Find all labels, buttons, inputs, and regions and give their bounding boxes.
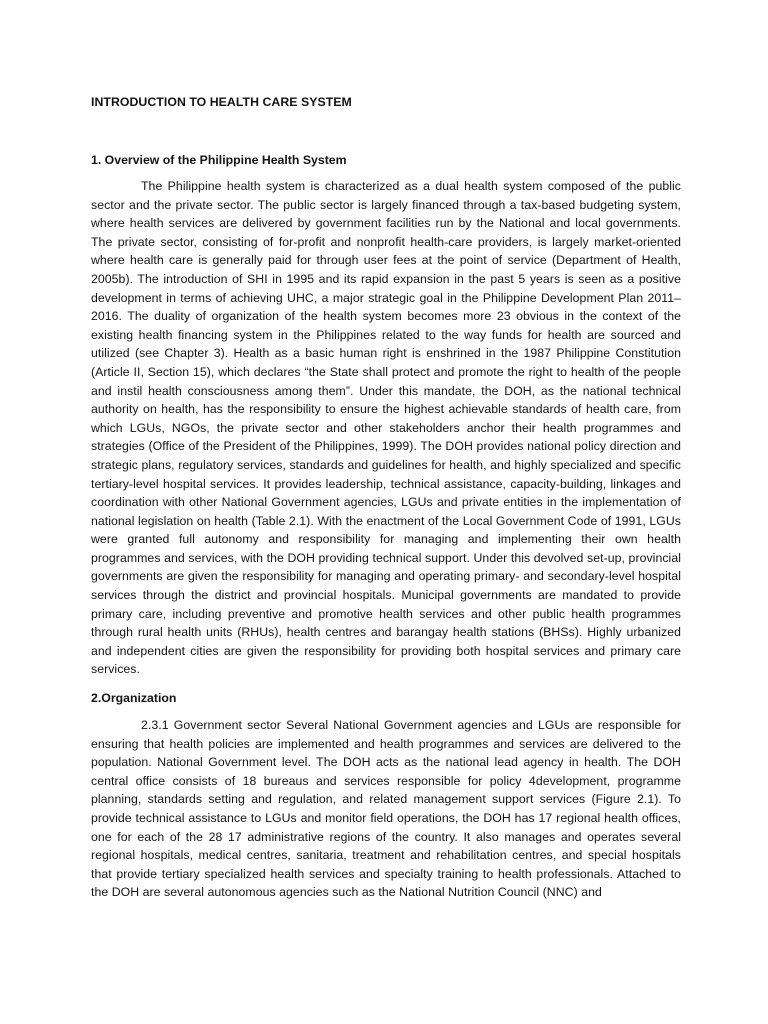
section-paragraph-overview: The Philippine health system is characterized as a dual health system composed of the public sector and the private sector. The public sector is largely financed through a tax-based budgeting system, where health services are delivered by government facilities run by the National and local governments. The private sector, consisting of for-profit and nonprofit health-care providers, is largely market-oriented where health care is generally paid for through user fees at the point of service (Department of Health, 2005b). The introduction of SHI in 1995 and its rapid expansion in the past 5 years is seen as a positive development in terms of achieving UHC, a major strategic goal in the Philippine Development Plan 2011– 2016. The duality of organization of the health system becomes more 23 obvious in the context of the existing health financing system in the Philippines related to the way funds for health are sourced and utilized (see Chapter 3). Health as a basic human right is enshrined in the 1987 Philippine Constitution (Article II, Section 15), which declares “the State shall protect and promote the right to health of the people and instil health consciousness among them”. Under this mandate, the DOH, as the national technical authority on health, has the responsibility to ensure the highest achievable standards of health care, from which LGUs, NGOs, the private sector and other stakeholders anchor their health programmes and strategies (Office of the President of the Philippines, 1999). The DOH provides national policy direction and strategic plans, regulatory services, standards and guidelines for health, and highly specialized and specific tertiary-level hospital services. It provides leadership, technical assistance, capacity-building, linkages and coordination with other National Government agencies, LGUs and private entities in the implementation of national legislation on health (Table 2.1). With the enactment of the Local Government Code of 1991, LGUs were granted full autonomy and responsibility for managing and implementing their own health programmes and services, with the DOH providing technical support. Under this devolved set-up, provincial governments are given the responsibility for managing and operating primary- and secondary-level hospital services through the district and provincial hospitals. Municipal governments are mandated to provide primary care, including preventive and promotive health services and other public health programmes through rural health units (RHUs), health centres and barangay health stations (BHSs). Highly urbanized and independent cities are given the responsibility for providing both hospital services and primary care services.	[91, 179, 681, 677]
section-heading-organization: 2.Organization	[91, 691, 177, 706]
section-paragraph-organization: 2.3.1 Government sector Several National Government agencies and LGUs are responsible for ensuring that health policies are implemented and health programmes and services are delivered to the population. National Government level. The DOH acts as the national lead agency in health. The DOH central office consists of 18 bureaus and services responsible for policy 4development, programme planning, standards setting and regulation, and related management support services (Figure 2.1). To provide technical assistance to LGUs and monitor field operations, the DOH has 17 regional health offices, one for each of the 28 17 administrative regions of the country. It also manages and operates several regional hospitals, medical centres, sanitaria, treatment and rehabilitation centres, and special hospitals that provide tertiary specialized health services and specialty training to health professionals. Attached to the DOH are several autonomous agencies such as the National Nutrition Council (NNC) and	[91, 718, 681, 900]
document-title: INTRODUCTION TO HEALTH CARE SYSTEM	[91, 95, 352, 109]
section-heading-overview: 1. Overview of the Philippine Health System	[91, 153, 347, 167]
document-body	[91, 93, 681, 902]
